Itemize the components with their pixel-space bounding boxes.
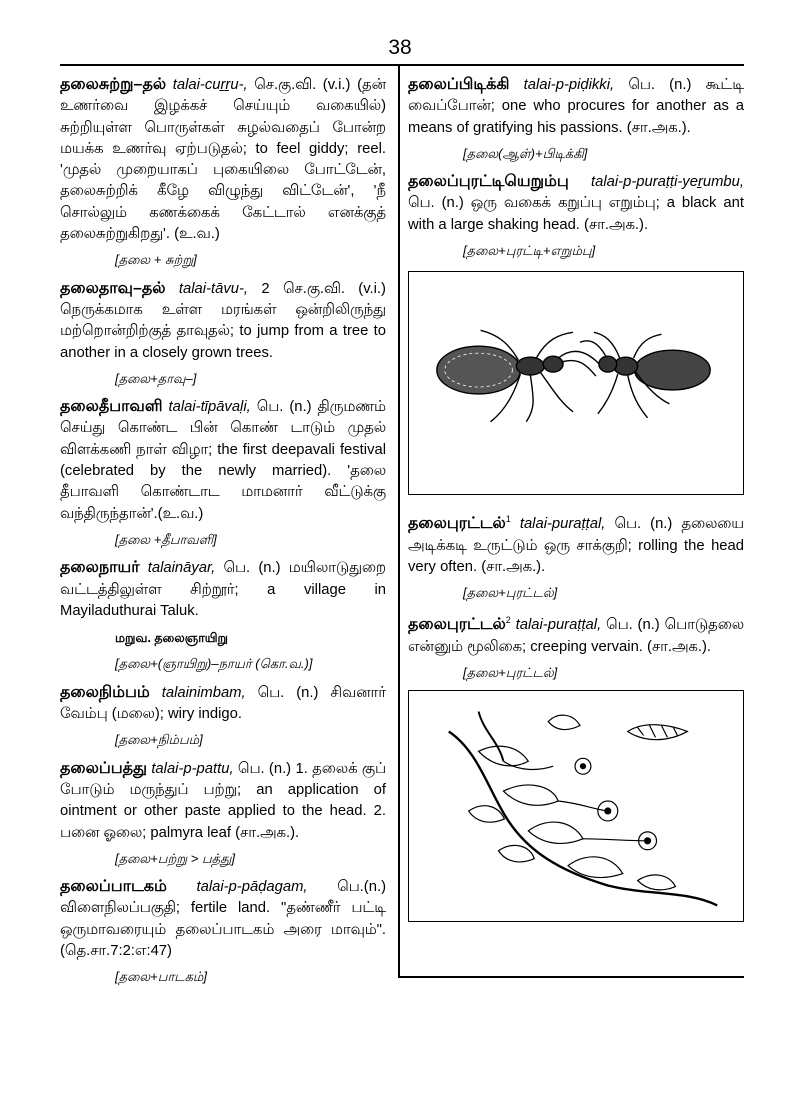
transliteration: talai-p-puraṭṭi-yeṟumbu, — [591, 174, 744, 191]
right-column — [408, 74, 744, 936]
etymology: [தலை+புரட்டல்] — [463, 665, 558, 680]
headword: தலைப்பிடிக்கி — [408, 76, 510, 93]
dictionary-entry — [60, 74, 386, 245]
homonym-number: 1 — [505, 514, 511, 525]
transliteration: talai-cuṟṟu-, — [172, 77, 248, 93]
etymology: [தலை + சுற்று] — [115, 252, 197, 268]
transliteration: talai-tāvu-, — [178, 280, 249, 297]
definition: பெ. (n.) தலையை அடிக்கடி உருட்டும் ஒரு சாக்குறி; rolling the head very often. (சா.அக.). — [408, 516, 744, 575]
headword: தலைதாவு–தல் — [60, 279, 166, 297]
headword: தலைப்புரட்டியெறும்பு — [408, 173, 569, 191]
definition: பெ. (n.) சிவனார் வேம்பு (மலை); wiry indigo. — [60, 684, 386, 723]
transliteration: talai-p-pāḍagam, — [196, 879, 308, 896]
etymology: [தலை+நிம்பம்] — [115, 732, 203, 748]
definition: பெ. (n.) 1. தலைக் குப் போடும் மருந்துப் பற்று; an application of ointment or other paste applied to the head. 2. பனை ஓலை; palmyra leaf (சா.அக.). — [60, 760, 386, 841]
definition: செ.கு.வி. (v.i.) (தன் உணர்வை இழக்கச் செய்யும் வகையில்) சுற்றியுள்ள பொருள்கள் சுழல்வதைப் போன்ற மயக்க உணர்வு ஏற்படுதல்; to feel giddy; reel. 'முதல் முறையாகப் புகையிலை போட்டேன், தலைசுற்றிக் கீழே விழுந்து விட்டேன்', 'நீ சொல்லும் கணக்கைக் கேட்டால் எனக்குத் தலைசுற்றுகிறது'. (உ.வ.) — [60, 77, 386, 243]
headword: தலைநாயர் — [60, 559, 140, 577]
homonym-number: 2 — [505, 615, 511, 626]
headword: தலைதீபாவளி — [60, 398, 163, 416]
column-divider — [398, 64, 400, 976]
dictionary-entry — [60, 876, 386, 962]
variant-form: மறுவ. தலைஞாயிறு — [115, 631, 229, 646]
dictionary-entry — [408, 509, 744, 578]
etymology: [தலை+பற்று > பத்து] — [115, 850, 235, 866]
dictionary-entry — [60, 557, 386, 622]
dictionary-entry — [408, 74, 744, 139]
etymology: [தலை+தாவு–] — [115, 370, 197, 386]
transliteration: talainimbam, — [161, 684, 246, 701]
dictionary-entry — [60, 396, 386, 525]
transliteration: talai-puraṭṭal, — [515, 617, 602, 634]
ant-icon — [409, 272, 743, 494]
plant-icon — [409, 691, 743, 921]
dictionary-entry — [60, 682, 386, 726]
transliteration: talai-p-pattu, — [151, 760, 234, 777]
etymology: [தலை+புரட்டல்] — [463, 585, 558, 601]
definition: பெ. (n.) கூட்டி வைப்போன்; one who procures for another as a means of gratifying his passions. (சா.அக.). — [408, 77, 744, 136]
definition: 2 செ.கு.வி. (v.i.) நெருக்கமாக உள்ள மரங்கள் ஒன்றிலிருந்து மற்றொன்றிற்குத் தாவுதல்; to jump from a tree to another in a closely grown trees. — [60, 280, 386, 361]
etymology: [தலை+பாடகம்] — [115, 969, 207, 985]
dictionary-entry — [60, 278, 386, 364]
headword: தலைபுரட்டல் — [408, 515, 506, 533]
headword: தலைப்பத்து — [60, 759, 147, 777]
etymology: [தலை +தீபாவளி] — [115, 531, 217, 547]
header-rule — [60, 64, 744, 66]
transliteration: talai-p-piḍikki, — [523, 77, 615, 93]
left-column — [60, 74, 386, 995]
etymology: [தலை+புரட்டி+எறும்பு] — [463, 243, 596, 259]
definition: பெ. (n.) ஒரு வகைக் கறுப்பு எறும்பு; a black ant with a large shaking head. (சா.அக.). — [408, 195, 744, 233]
etymology: [தலை+(ஞாயிறு)–நாயர் (கொ.வ.)] — [115, 656, 313, 672]
page-number: 38 — [388, 36, 412, 59]
definition: பெ.(n.) விளைநிலப்பகுதி; fertile land. "தண்ணீர் பட்டி ஒருமாவரையும் தலைப்பாடகம் அரை மாவும்". (தெ.சா.7:2:எ:47) — [60, 879, 386, 959]
transliteration: talai-tīpāvaḷi, — [168, 399, 251, 416]
transliteration: talai-puraṭṭal, — [519, 516, 606, 533]
headword: தலைநிம்பம் — [60, 683, 150, 701]
definition: பெ. (n.) பொடுதலை என்னும் மூலிகை; creeping vervain. (சா.அக.). — [408, 617, 744, 655]
transliteration: talaināyar, — [147, 560, 216, 577]
headword: தலைப்பாடகம் — [60, 878, 167, 896]
dictionary-entry — [60, 758, 386, 844]
footer-rule — [398, 976, 744, 978]
definition: பெ. (n.) மயிலாடுதுறை வட்டத்திலுள்ள சிற்றூர்; a village in Mayiladuthurai Taluk. — [60, 560, 386, 619]
etymology: [தலை(ஆள்)+பிடிக்கி] — [463, 145, 588, 161]
headword: தலைசுற்று–தல் — [60, 76, 167, 93]
dictionary-entry — [408, 171, 744, 236]
plant-figure — [408, 690, 744, 922]
ants-figure — [408, 271, 744, 495]
definition: பெ. (n.) திருமணம் செய்து கொண்ட பின் கொண் டாடும் முதல் விளக்கணி நாள் விழா; the first deepavali festival (celebrated by the newly married). 'தலை தீபாவளி கொண்டாட மாமனார் வீட்டுக்கு வந்திருந்தான்'.(உ.வ.) — [60, 399, 386, 522]
dictionary-entry — [408, 610, 744, 658]
headword: தலைபுரட்டல் — [408, 616, 506, 634]
